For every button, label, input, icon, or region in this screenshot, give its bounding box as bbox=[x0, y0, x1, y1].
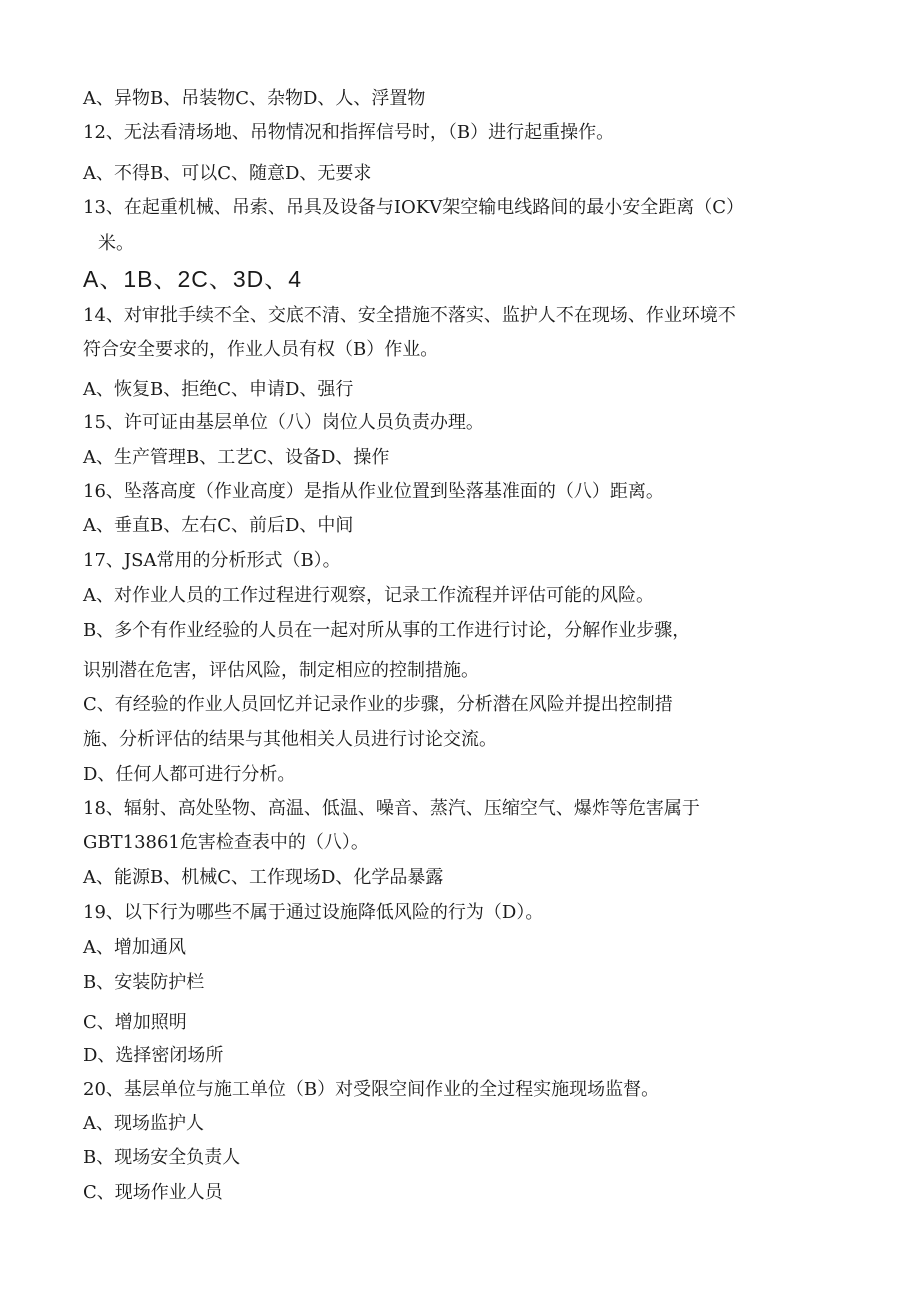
text-line-10: 15、许可证由基层单位（八）岗位人员负责办理。 bbox=[83, 412, 484, 433]
text-line-6: A、1B、2C、3D、4 bbox=[83, 266, 303, 292]
text-line-14: 17、JSA常用的分析形式（B）。 bbox=[83, 550, 341, 571]
text-line-28: D、选择密闭场所 bbox=[83, 1045, 224, 1066]
text-line-16: B、多个有作业经验的人员在一起对所从事的工作进行讨论，分解作业步骤， bbox=[83, 620, 691, 641]
text-line-23: A、能源B、机械C、工作现场D、化学品暴露 bbox=[83, 867, 444, 888]
text-line-2: 12、无法看清场地、吊物情况和指挥信号时，（B）进行起重操作。 bbox=[83, 122, 615, 143]
text-line-8: 符合安全要求的，作业人员有权（B）作业。 bbox=[83, 339, 439, 360]
text-line-19: 施、分析评估的结果与其他相关人员进行讨论交流。 bbox=[83, 729, 497, 750]
text-line-18: C、有经验的作业人员回忆并记录作业的步骤，分析潜在风险并提出控制措 bbox=[83, 694, 673, 715]
text-line-26: B、安装防护栏 bbox=[83, 972, 205, 993]
text-line-29: 20、基层单位与施工单位（B）对受限空间作业的全过程实施现场监督。 bbox=[83, 1079, 660, 1100]
text-line-4: 13、在起重机械、吊索、吊具及设备与IOKV架空输电线路间的最小安全距离（C） bbox=[83, 197, 744, 218]
text-line-25: A、增加通风 bbox=[83, 937, 186, 958]
text-line-31: B、现场安全负责人 bbox=[83, 1147, 241, 1168]
text-line-21: 18、辐射、高处坠物、高温、低温、噪音、蒸汽、压缩空气、爆炸等危害属于 bbox=[83, 798, 700, 819]
text-line-12: 16、坠落高度（作业高度）是指从作业位置到坠落基准面的（八）距离。 bbox=[83, 481, 664, 502]
text-line-11: A、生产管理B、工艺C、设备D、操作 bbox=[83, 447, 390, 468]
text-line-15: A、对作业人员的工作过程进行观察，记录工作流程并评估可能的风险。 bbox=[83, 585, 654, 606]
text-line-5: 米。 bbox=[98, 233, 134, 254]
text-line-24: 19、以下行为哪些不属于通过设施降低风险的行为（D）。 bbox=[83, 902, 544, 923]
text-line-13: A、垂直B、左右C、前后D、中间 bbox=[83, 515, 354, 536]
text-line-9: A、恢复B、拒绝C、申请D、强行 bbox=[83, 379, 354, 400]
text-line-30: A、现场监护人 bbox=[83, 1113, 204, 1134]
text-line-20: D、任何人都可进行分析。 bbox=[83, 764, 296, 785]
text-line-3: A、不得B、可以C、随意D、无要求 bbox=[83, 163, 372, 184]
text-line-32: C、现场作业人员 bbox=[83, 1182, 223, 1203]
text-line-1: A、异物B、吊装物C、杂物D、人、浮置物 bbox=[83, 88, 426, 109]
text-line-22: GBT13861危害检查表中的（八）。 bbox=[83, 832, 369, 853]
text-line-17: 识别潜在危害，评估风险，制定相应的控制措施。 bbox=[83, 660, 479, 681]
text-line-7: 14、对审批手续不全、交底不清、安全措施不落实、监护人不在现场、作业环境不 bbox=[83, 305, 736, 326]
text-line-27: C、增加照明 bbox=[83, 1012, 187, 1033]
